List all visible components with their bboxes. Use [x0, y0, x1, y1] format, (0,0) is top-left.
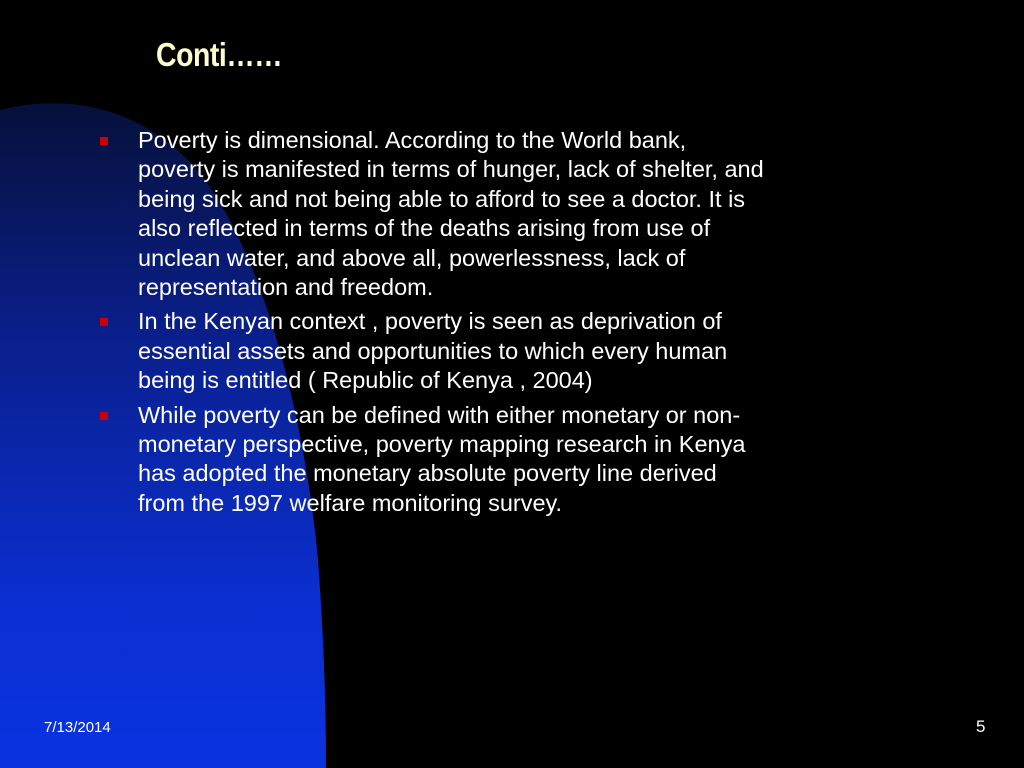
- slide-title: Conti……: [156, 36, 283, 73]
- bullet-text: While poverty can be defined with either monetary or non-monetary perspective, poverty mapping research in Kenya has adopted the monetary absolute poverty line derived from the 1997 welfare monitoring survey.: [138, 401, 746, 516]
- square-bullet-icon: [100, 412, 108, 420]
- square-bullet-icon: [100, 137, 108, 145]
- bullet-list: [100, 126, 764, 523]
- square-bullet-icon: [100, 318, 108, 326]
- bullet-item: [100, 126, 764, 302]
- slide-number: 5: [976, 717, 986, 736]
- bullet-item: [100, 401, 764, 519]
- bullet-text: In the Kenyan context , poverty is seen as deprivation of essential assets and opportunities to which every human being is entitled ( Republic of Kenya , 2004): [138, 308, 728, 394]
- bullet-text: Poverty is dimensional. According to the World bank, poverty is manifested in terms of hunger, lack of shelter, and being sick and not being able to afford to see a doctor. It is also reflected in terms of the deaths arising from use of unclean water, and above all, powerlessness, lack of representation and freedom.: [138, 127, 764, 301]
- footer-date: 7/13/2014: [44, 719, 111, 736]
- bullet-item: [100, 307, 764, 395]
